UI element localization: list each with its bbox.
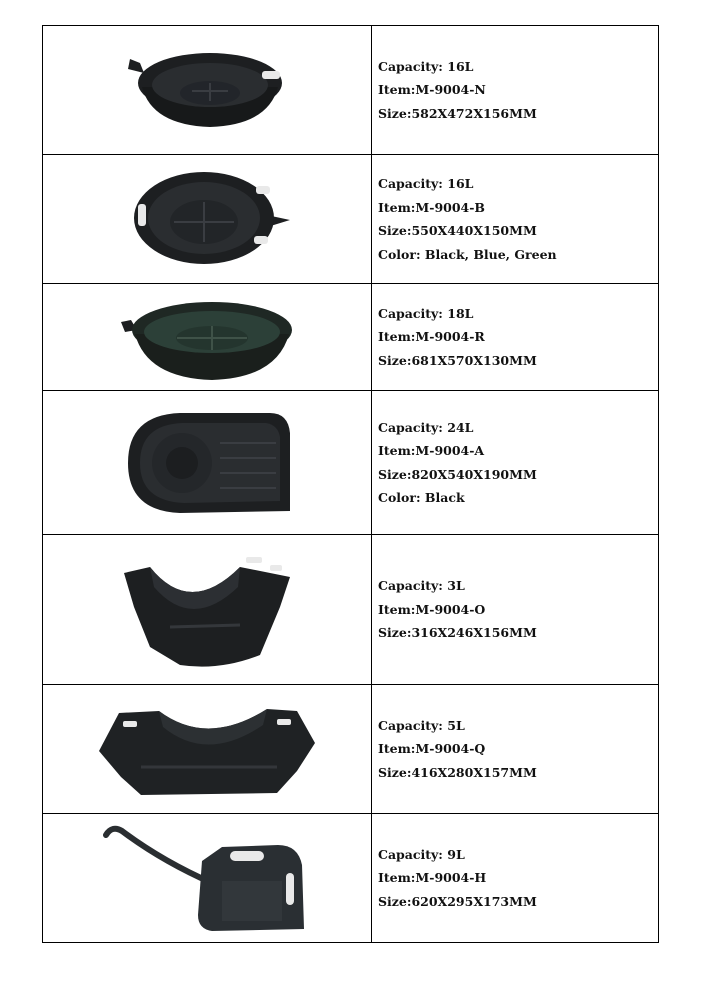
product-spec-cell [372, 685, 658, 813]
table-row [43, 155, 658, 284]
product-spec-cell [372, 391, 658, 534]
capacity-text: Capacity: 9L [378, 846, 465, 862]
table-row [43, 391, 658, 535]
item-code-text: Item:M-9004-A [378, 443, 485, 458]
capacity-text: Capacity: 24L [378, 419, 474, 435]
item-code-text: Item:M-9004-O [378, 601, 486, 617]
product-image-cell [43, 391, 372, 534]
size-text: Size:582X472X156MM [378, 105, 537, 121]
item-code-text: Item:M-9004-B [378, 199, 485, 215]
watering-can-jug-image [102, 821, 312, 936]
oval-drain-pan-image [122, 35, 292, 145]
product-image-cell [43, 685, 372, 813]
product-spec-cell [372, 535, 658, 684]
table-row [43, 685, 658, 814]
item-code-text: Item:M-9004-R [378, 329, 485, 345]
wide-cradle-drain-pan-image [97, 697, 317, 802]
size-text: Size:620X295X173MM [378, 893, 537, 909]
size-text: Size:681X570X130MM [378, 352, 537, 368]
item-code-text: Item:M-9004-H [378, 870, 487, 886]
capacity-text: Capacity: 5L [378, 717, 465, 733]
color-text: Color: Black, Blue, Green [378, 246, 557, 262]
size-text: Size:550X440X150MM [378, 223, 537, 238]
capacity-text: Capacity: 18L [378, 305, 474, 321]
size-text: Size:820X540X190MM [378, 466, 537, 482]
table-row [43, 535, 658, 685]
product-spec-cell [372, 814, 658, 942]
table-row [43, 814, 658, 942]
product-image-cell [43, 814, 372, 942]
product-spec-cell [372, 26, 658, 154]
item-code-text: Item:M-9004-N [378, 82, 486, 98]
capacity-text: Capacity: 16L [378, 176, 474, 191]
green-oval-drain-pan-image [117, 290, 297, 385]
item-code-text: Item:M-9004-Q [378, 741, 486, 757]
size-text: Size:316X246X156MM [378, 625, 537, 641]
d-shaped-drain-tray-image [120, 403, 295, 523]
product-spec-cell [372, 284, 658, 390]
color-text: Color: Black [378, 490, 465, 505]
product-spec-table [42, 25, 659, 943]
table-row [43, 284, 658, 391]
product-spec-cell [372, 155, 658, 283]
round-drain-pan-spout-image [122, 164, 292, 274]
product-image-cell [43, 284, 372, 390]
capacity-text: Capacity: 3L [378, 578, 465, 594]
capacity-text: Capacity: 16L [378, 58, 474, 74]
product-image-cell [43, 155, 372, 283]
product-image-cell [43, 26, 372, 154]
table-row [43, 26, 658, 155]
small-cradle-drain-pan-image [120, 547, 295, 672]
product-image-cell [43, 535, 372, 684]
size-text: Size:416X280X157MM [378, 764, 537, 780]
